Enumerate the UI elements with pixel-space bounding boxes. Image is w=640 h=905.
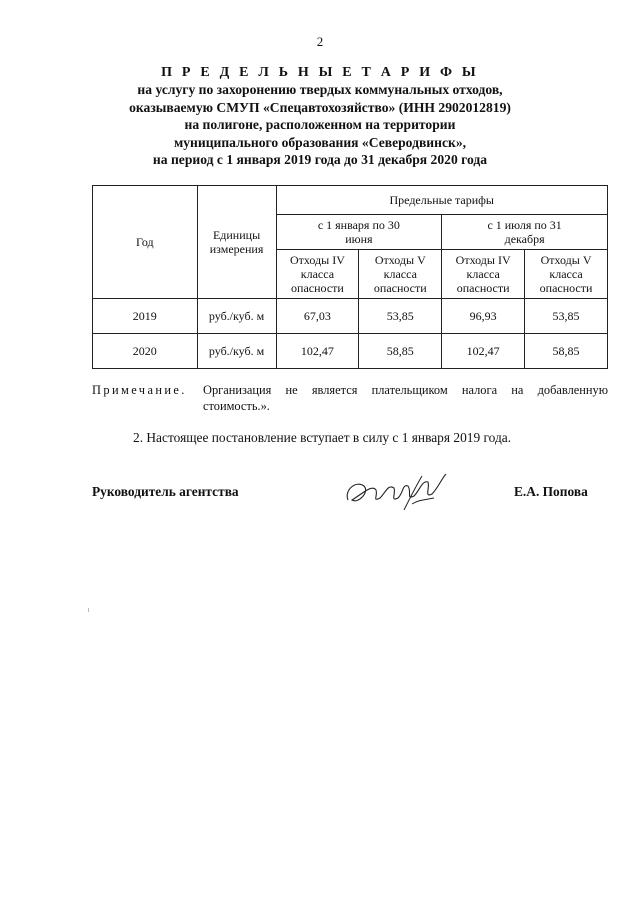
cell-p1-class-iv: 102,47 [276,334,359,369]
cell-p2-class-v: 58,85 [525,334,608,369]
cell-year: 2019 [93,299,198,334]
header-p2-class-iv: Отходы IV класса опасности [442,250,525,299]
cell-p2-class-iv: 96,93 [442,299,525,334]
header-p2-class-v: Отходы V класса опасности [525,250,608,299]
title-block [60,64,580,168]
table-header-row-1 [93,186,608,215]
header-period-2 [442,215,608,250]
cell-p1-class-iv: 67,03 [276,299,359,334]
signatory-name: Е.А. Попова [514,484,588,499]
cell-unit: руб./куб. м [197,299,276,334]
header-tariffs: Предельные тарифы [276,186,608,215]
note-text: Организация не является плательщиком налога на добавленную стоимость.». [203,383,608,413]
header-p1-class-iv: Отходы IV класса опасности [276,250,359,299]
page-number: 2 [316,34,324,49]
header-units: Единицы измерения [197,186,276,299]
signature-icon [342,470,450,514]
margin-mark [88,608,89,612]
period-1-label: с 1 января по 30 июня [317,218,400,246]
cell-p2-class-iv: 102,47 [442,334,525,369]
cell-year: 2020 [93,334,198,369]
header-p1-class-v: Отходы V класса опасности [359,250,442,299]
cell-p1-class-v: 53,85 [359,299,442,334]
signatory-role: Руководитель агентства [92,484,239,499]
effective-date-clause: 2. Настоящее постановление вступает в силу с 1 января 2019 года. [133,430,512,445]
table-row [93,334,608,369]
handwritten-signature [342,470,450,519]
title-line-2: на услугу по захоронению твердых коммунальных отходов, [137,82,503,98]
cell-p1-class-v: 58,85 [359,334,442,369]
cell-unit: руб./куб. м [197,334,276,369]
header-year: Год [93,186,198,299]
table-row [93,299,608,334]
period-2-label: с 1 июля по 31 декабря [487,218,562,246]
title-line-5: муниципального образования «Северодвинск», [173,134,467,150]
title-line-6: на период с 1 января 2019 года до 31 декабря 2020 года [152,152,488,168]
document-title: П Р Е Д Е Л Ь Н Ы Е Т А Р И Ф Ы [161,65,479,80]
cell-p2-class-v: 53,85 [525,299,608,334]
header-period-1 [276,215,442,250]
title-line-3: оказываемую СМУП «Спецавтохозяйство» (ИНН 2902012819) [129,99,511,115]
tariffs-table [92,185,608,369]
note-label: Примечание. [92,383,187,397]
title-line-4: на полигоне, расположенном на территории [184,117,456,133]
